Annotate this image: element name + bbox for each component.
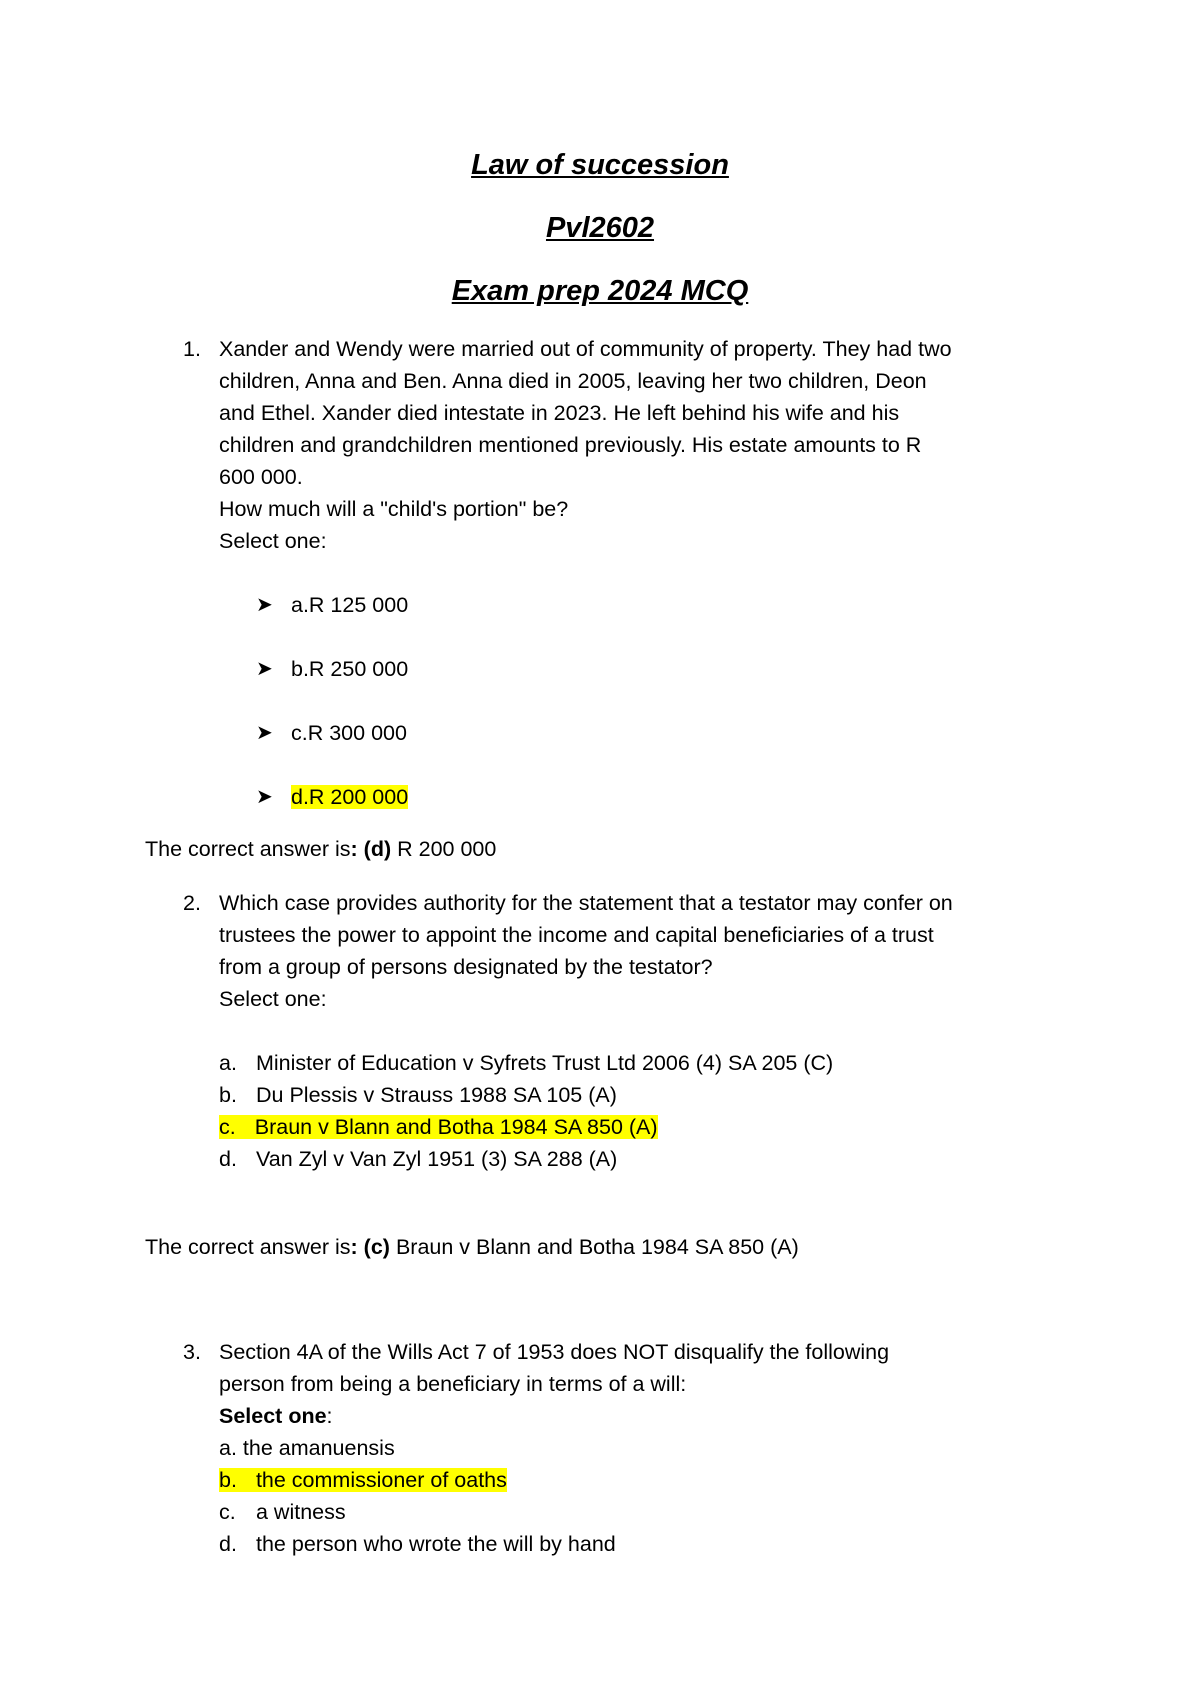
q1-text-line: and Ethel. Xander died intestate in 2023. He left behind his wife and his [219, 401, 900, 425]
q2-correct-answer [145, 1232, 799, 1262]
exam-title: Exam prep 2024 MCQ [451, 275, 749, 307]
q1-option-c: c.R 300 000 [291, 721, 407, 745]
q1-number: 1. [183, 337, 201, 361]
q2-number: 2. [183, 891, 201, 915]
arrow-bullet-icon: ➤ [256, 658, 273, 680]
q2-select-prompt: Select one: [219, 987, 327, 1011]
course-code: Pvl2602 [545, 212, 655, 244]
q1-option-b: b.R 250 000 [291, 657, 409, 681]
answer-colon: : [350, 1235, 358, 1259]
q3-select-prompt [219, 1401, 333, 1431]
q2-text-line: from a group of persons designated by the testator? [219, 955, 713, 979]
q2-option-c [219, 1112, 658, 1142]
q3-option-c-letter: c. [219, 1500, 236, 1524]
q1-text-line: children and grandchildren mentioned previously. His estate amounts to R [219, 433, 922, 457]
q2-option-b-letter: b. [219, 1083, 237, 1107]
q2-text-line: trustees the power to appoint the income and capital beneficiaries of a trust [219, 923, 934, 947]
q3-option-b [219, 1465, 507, 1495]
q1-option-d [291, 782, 408, 812]
q2-option-c-text: Braun v Blann and Botha 1984 SA 850 (A) [254, 1115, 658, 1139]
q2-option-d-text: Van Zyl v Van Zyl 1951 (3) SA 288 (A) [256, 1147, 618, 1171]
q3-option-d-letter: d. [219, 1532, 237, 1556]
arrow-bullet-icon: ➤ [256, 786, 273, 808]
q2-option-d-letter: d. [219, 1147, 237, 1171]
q2-option-b-text: Du Plessis v Strauss 1988 SA 105 (A) [256, 1083, 617, 1107]
answer-letter: (c) [363, 1235, 390, 1259]
q3-text-line: Section 4A of the Wills Act 7 of 1953 does NOT disqualify the following [219, 1340, 890, 1364]
q3-option-c-text: a witness [256, 1500, 346, 1524]
answer-colon: : [350, 837, 358, 861]
select-colon: : [326, 1404, 333, 1428]
q1-text-line: 600 000. [219, 465, 303, 489]
q1-text-line: How much will a "child's portion" be? [219, 497, 569, 521]
q2-option-c-letter: c. [219, 1115, 236, 1139]
q1-text-line: Xander and Wendy were married out of community of property. They had two [219, 337, 952, 361]
q3-option-d-text: the person who wrote the will by hand [256, 1532, 616, 1556]
q1-correct-answer [145, 834, 496, 864]
highlighted-answer: d.R 200 000 [291, 785, 409, 809]
answer-prefix: The correct answer is [145, 1235, 351, 1259]
q3-option-b-text: the commissioner of oaths [255, 1468, 507, 1492]
highlighted-answer [219, 1468, 507, 1492]
answer-text: R 200 000 [397, 837, 497, 861]
q3-number: 3. [183, 1340, 201, 1364]
arrow-bullet-icon: ➤ [256, 594, 273, 616]
course-title: Law of succession [471, 149, 729, 181]
q1-text-line: children, Anna and Ben. Anna died in 2005, leaving her two children, Deon [219, 369, 927, 393]
answer-letter: (d) [363, 837, 392, 861]
q2-option-a-text: Minister of Education v Syfrets Trust Ltd 2006 (4) SA 205 (C) [256, 1051, 834, 1075]
highlighted-answer [219, 1115, 658, 1139]
q1-option-a: a.R 125 000 [291, 593, 409, 617]
q3-text-line: person from being a beneficiary in terms of a will: [219, 1372, 687, 1396]
q2-option-a-letter: a. [219, 1051, 237, 1075]
q3-option-a: a. the amanuensis [219, 1436, 395, 1460]
select-label: Select one [219, 1404, 327, 1428]
q1-select-prompt: Select one: [219, 529, 327, 553]
answer-text: Braun v Blann and Botha 1984 SA 850 (A) [395, 1235, 799, 1259]
q3-option-b-letter: b. [219, 1468, 237, 1492]
arrow-bullet-icon: ➤ [256, 722, 273, 744]
answer-prefix: The correct answer is [145, 837, 351, 861]
q2-text-line: Which case provides authority for the statement that a testator may confer on [219, 891, 953, 915]
